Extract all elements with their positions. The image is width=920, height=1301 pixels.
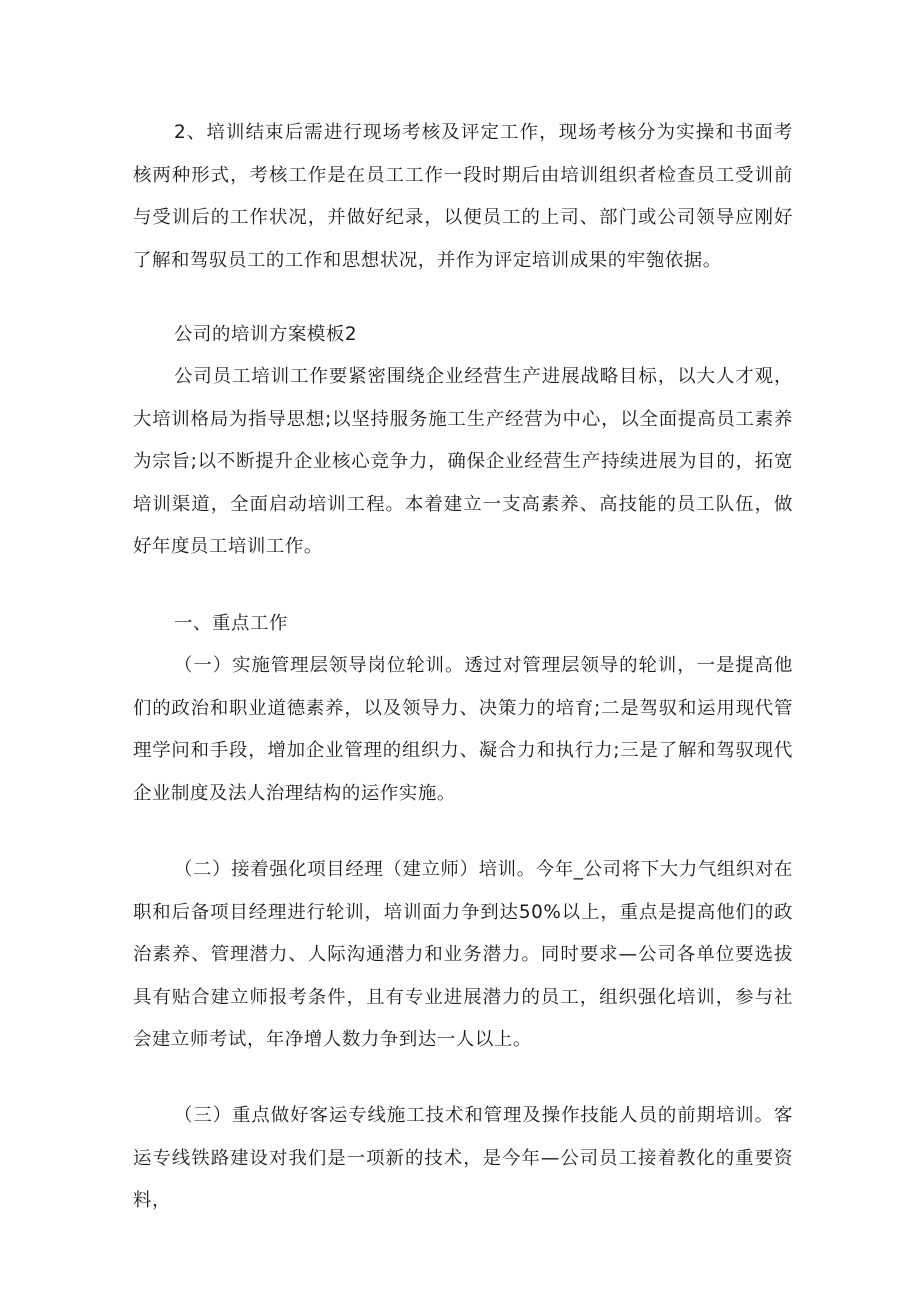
section-title: 公司的培训方案模板2 xyxy=(174,324,358,345)
paragraph-item-1: （一）实施管理层领导岗位轮训。透过对管理层领导的轮训，一是提高他们的政治和职业道德素养，以及领导力、决策力的培育;二是驾驭和运用现代管理学问和手段，增加企业管理的组织力、凝合力和执行力;三是了解和驾驭现代企业制度及法人治理结构的运作实施。 xyxy=(133,655,793,804)
paragraph-item-2: （二）接着强化项目经理（建立师）培训。今年_公司将下大力气组织对在职和后备项目经理进行轮训，培训面力争到达50%以上，重点是提高他们的政治素养、管理潜力、人际沟通潜力和业务潜力。同时要求—公司各单位要选拔具有贴合建立师报考条件，且有专业进展潜力的员工，组织强化培训，参与社会建立师考试，年净增人数力争到达一人以上。 xyxy=(133,859,793,1050)
paragraph-item-3: （三）重点做好客运专线施工技术和管理及操作技能人员的前期培训。客运专线铁路建设对我们是一项新的技术，是今年—公司员工接着教化的重要资料， xyxy=(133,1105,793,1211)
paragraph-intro: 公司员工培训工作要紧密围绕企业经营生产进展战略目标，以大人才观，大培训格局为指导思想;以坚持服务施工生产经营为中心，以全面提高员工素养为宗旨;以不断提升企业核心竞争力，确保企业经营生产持续进展为目的，拓宽培训渠道，全面启动培训工程。本着建立一支高素养、高技能的员工队伍，做好年度员工培训工作。 xyxy=(133,366,793,557)
paragraph-assessment: 2、培训结束后需进行现场考核及评定工作，现场考核分为实操和书面考核两种形式，考核工作是在员工工作一段时期后由培训组织者检查员工受训前与受训后的工作状况，并做好纪录，以便员工的上司、部门或公司领导应刚好了解和驾驭员工的工作和思想状况，并作为评定培训成果的牢匏依据。 xyxy=(133,122,793,271)
heading-key-work: 一、重点工作 xyxy=(174,613,288,634)
